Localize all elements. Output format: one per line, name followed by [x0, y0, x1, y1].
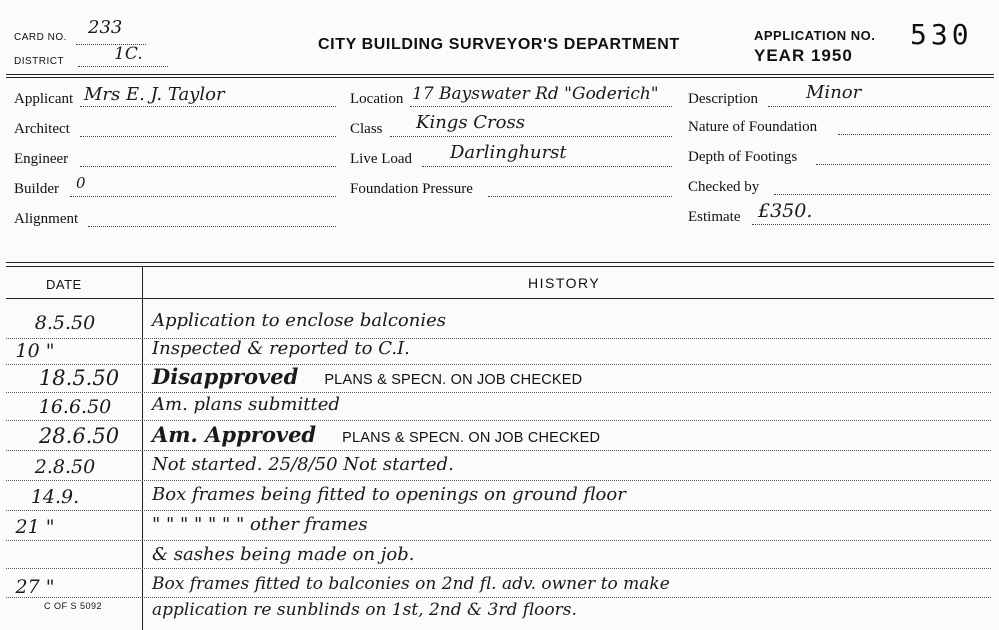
history-entry: & sashes being made on job. [152, 544, 415, 565]
estimate-line [752, 224, 990, 225]
history-date: 18.5.50 [38, 366, 120, 390]
checked-label: Checked by [688, 179, 760, 195]
foundation-pressure-line [488, 196, 672, 197]
row-line [6, 540, 991, 541]
row-line [6, 480, 991, 481]
date-column-divider [142, 266, 143, 630]
history-date: 8.5.50 [34, 312, 96, 334]
nature-label: Nature of Foundation [688, 119, 818, 135]
live-load-line [422, 166, 672, 167]
row-line [6, 597, 991, 598]
applicant-label: Applicant [14, 91, 74, 107]
location-line [410, 106, 672, 107]
history-date: 21 " [15, 516, 55, 538]
engineer-line [80, 166, 336, 167]
location-label: Location [350, 91, 404, 107]
district-value: 1C. [114, 44, 143, 64]
nature-line [838, 134, 990, 135]
history-entry: Inspected & reported to C.I. [152, 338, 410, 359]
class-label: Class [350, 121, 383, 137]
history-entry: application re sunblinds on 1st, 2nd & 3rd floors. [152, 600, 577, 620]
history-date: 14.9. [30, 486, 80, 508]
foundation-pressure-label: Foundation Pressure [350, 181, 473, 197]
alignment-label: Alignment [14, 211, 79, 227]
history-date: 27 " [15, 576, 55, 598]
description-line [768, 106, 990, 107]
applicant-line [80, 106, 336, 107]
estimate-value: £350. [758, 200, 813, 222]
class-line [390, 136, 672, 137]
plans-checked-stamp: PLANS & SPECN. ON JOB CHECKED [342, 430, 601, 446]
architect-line [80, 136, 336, 137]
estimate-label: Estimate [688, 209, 741, 225]
history-date: 2.8.50 [34, 456, 96, 478]
date-header: DATE [46, 277, 82, 292]
row-line [6, 450, 991, 451]
live-load-label: Live Load [350, 151, 413, 167]
applicant-value: Mrs E. J. Taylor [84, 84, 225, 105]
row-line [6, 510, 991, 511]
district-label: DISTRICT [14, 56, 65, 67]
history-header: HISTORY [528, 275, 601, 291]
builder-label: Builder [14, 181, 59, 197]
architect-label: Architect [14, 121, 70, 137]
history-date: 16.6.50 [38, 396, 112, 418]
history-entry: Box frames fitted to balconies on 2nd fl. adv. owner to make [152, 574, 670, 594]
district-line [78, 66, 168, 67]
builder-value: 0 [76, 174, 86, 192]
live-load-value: Darlinghurst [450, 142, 567, 163]
department-title: CITY BUILDING SURVEYOR'S DEPARTMENT [318, 36, 680, 53]
alignment-line [88, 226, 336, 227]
history-entry: Box frames being fitted to openings on ground floor [152, 484, 626, 505]
engineer-label: Engineer [14, 151, 69, 167]
row-line [6, 420, 991, 421]
card-no-value: 233 [88, 17, 123, 38]
header-rule-top-2 [6, 77, 994, 78]
description-label: Description [688, 91, 758, 107]
location-value: 17 Bayswater Rd "Goderich" [412, 84, 659, 104]
application-no-value: 530 [910, 18, 973, 51]
builder-line [70, 196, 336, 197]
history-entry: Am. Approved PLANS & SPECN. ON JOB CHECKED [152, 422, 601, 447]
depth-line [816, 164, 990, 165]
history-entry: Not started. 25/8/50 Not started. [152, 454, 454, 475]
history-date: 28.6.50 [38, 424, 120, 448]
history-entry: Disapproved PLANS & SPECN. ON JOB CHECKED [152, 364, 583, 389]
card-no-label: CARD NO. [14, 32, 67, 43]
depth-label: Depth of Footings [688, 149, 798, 165]
history-entry: " " " " " " " other frames [152, 514, 368, 535]
form-code: C OF S 5092 [44, 601, 103, 611]
year-label: YEAR 1950 [754, 46, 853, 65]
row-line [6, 392, 991, 393]
history-header-rule [6, 298, 994, 299]
history-rule-top-2 [6, 266, 994, 267]
history-entry: Am. plans submitted [152, 394, 340, 415]
checked-line [774, 194, 990, 195]
description-value: Minor [806, 82, 862, 103]
history-date: 10 " [15, 340, 55, 362]
history-rule-top [6, 262, 994, 263]
header-rule-top [6, 74, 994, 75]
plans-checked-stamp: PLANS & SPECN. ON JOB CHECKED [324, 372, 583, 388]
history-entry: Application to enclose balconies [152, 310, 447, 331]
row-line [6, 568, 991, 569]
class-value: Kings Cross [416, 112, 525, 133]
application-no-label: APPLICATION NO. [754, 28, 876, 43]
